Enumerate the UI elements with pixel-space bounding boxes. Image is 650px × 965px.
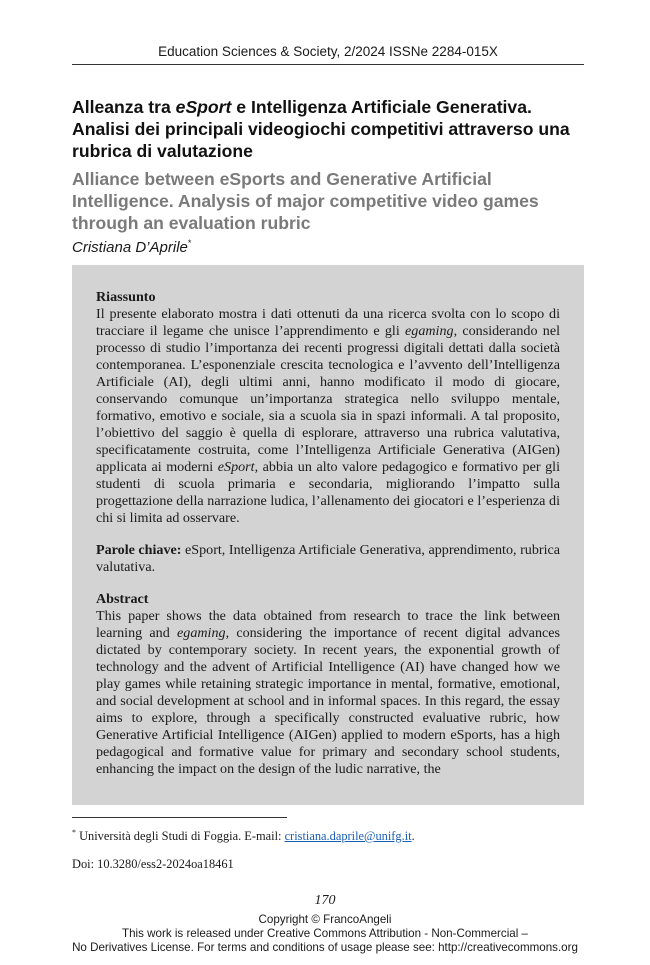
title-italian-emphasis: eSport [175,97,232,117]
author-name: Cristiana D’Aprile* [72,238,192,256]
riassunto-heading: Riassunto [96,289,156,305]
copyright-line-1: Copyright © FrancoAngeli [258,913,392,926]
keywords-label: Parole chiave: [96,542,182,558]
abstract-box [72,265,584,805]
footnote-affiliation: * Università degli Studi di Foggia. E-mail: cristiana.daprile@unifg.it. [72,828,415,843]
author-email-link[interactable]: cristiana.daprile@unifg.it [284,829,412,843]
author-footnote-marker[interactable]: * [187,238,192,248]
copyright-line-2: This work is released under Creative Commons Attribution - Non-Commercial – [122,927,528,940]
journal-header: Education Sciences & Society, 2/2024 ISSNe 2284-015X [158,44,498,59]
riassunto-text: Il presente elaborato mostra i dati ottenuti da una ricerca svolta con lo scopo di tracciare il legame che unisce l’apprendimento e gli egaming, considerando nel processo di studio l’importanza dei recenti progressi digitali dettati dalla società contemporanea. L’esponenziale crescita tecnologica e l’avvento dell’Intelligenza Artificiale (AI), degli ultimi anni, hanno modificato il modo di giocare, conservando comunque un’importanza strategica nello sviluppo mentale, formativo, emotivo e sociale, sia a scuola sia in spazi informali. A tal proposito, l’obiettivo del saggio è quella di esplorare, attraverso una rubrica valutativa, specificatamente costruita, come l’Intelligenza Artificiale Generativa (AIGen) applicata ai moderni eSport, abbia un alto valore pedagogico e formativo per gli studenti di scuola primaria e secondaria, migliorando l’impatto sulla progettazione della narrazione ludica, l’allenamento dei giocatori e l’esperienza di chi si limita ad osservare. [96,306,561,526]
copyright-line-3: No Derivatives License. For terms and conditions of usage please see: http://creativecommons.org [72,941,578,954]
title-english: Alliance between eSports and Generative Artificial Intelligence. Analysis of major competitive video games through an evaluation rubric [72,169,539,233]
doi: Doi: 10.3280/ess2-2024oa18461 [72,857,234,871]
footnote-divider [72,817,287,818]
abstract-text: This paper shows the data obtained from research to trace the link between learning and egaming, considering the importance of recent digital advances dictated by contemporary society. In recent years, the exponential growth of technology and the advent of Artificial Intelligence (AI) have changed how we play games while retaining strategic importance in mental, formative, emotional, and social development at school and in informal spaces. In this regard, the essay aims to explore, through a specifically constructed evaluative rubric, how Generative Artificial Intelligence (AIGen) applied to modern eSports, has a high pedagogical and formative value for primary and secondary school students, enhancing the impact on the design of the ludic narrative, the [96,608,560,777]
keywords: Parole chiave: eSport, Intelligenza Artificiale Generativa, apprendimento, rubrica valutativa. [96,542,560,575]
abstract-heading: Abstract [96,591,149,607]
header-divider [72,64,584,65]
title-italian: Alleanza tra eSport e Intelligenza Artificiale Generativa. Analisi dei principali videogiochi competitivi attraverso una rubrica di valutazione [72,97,570,161]
page-number: 170 [314,893,336,908]
copyright-notice [0,913,650,955]
